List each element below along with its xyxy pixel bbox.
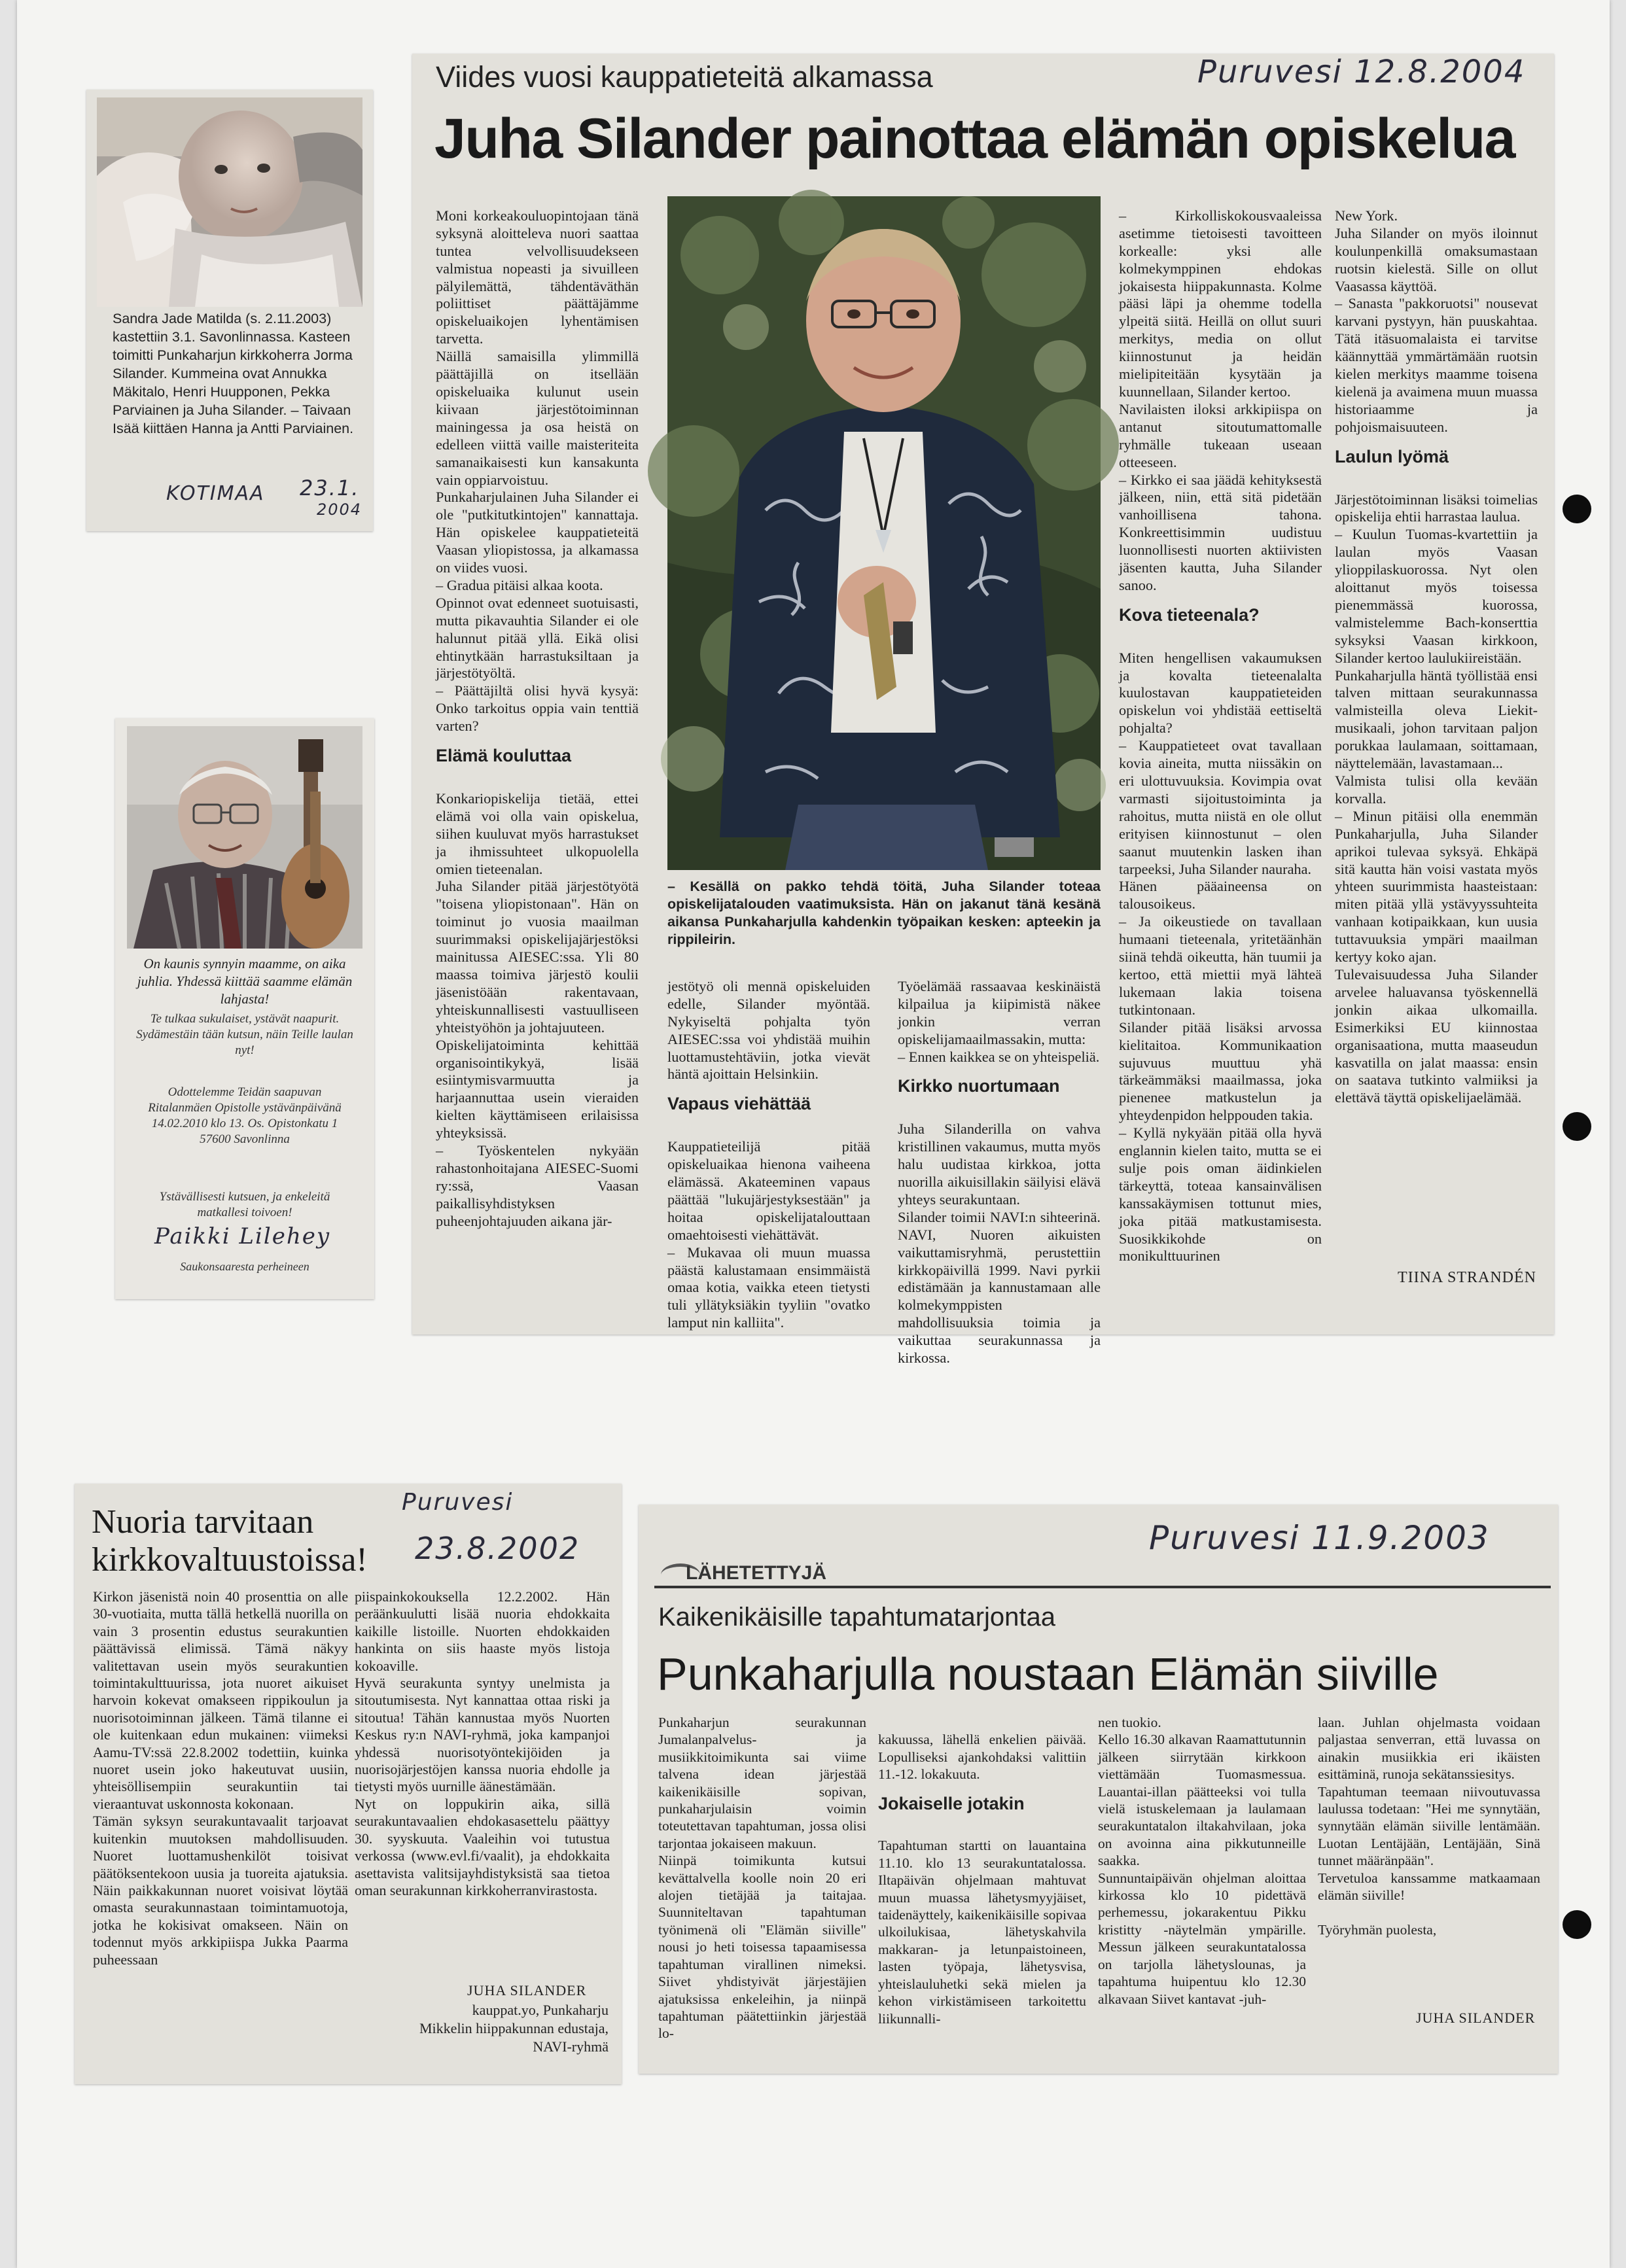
- main-col3: [898, 960, 1101, 1367]
- youth-signer: JUHA SILANDER: [467, 1982, 587, 1998]
- invitation-clipping: [115, 718, 374, 1299]
- baby-photo: [97, 97, 362, 307]
- main-col2-text: jestötyö oli mennä opiskeluiden edelle, Silander myöntää. Nykyiseltä pohjalta työn AIESEC:ssa voi yhdistää muihin luottamustehtäviin, jotka vievät häntä ajoittain Helsinkiin.: [667, 977, 870, 1083]
- main-sub1: Elämä kouluttaa: [436, 746, 572, 766]
- youth-signer-title2: Mikkelin hiippakunnan edustaja,: [419, 2020, 609, 2036]
- main-col2b-text: Kauppatieteilijä pitää opiskeluaikaa hienona vaiheena elämässä. Akateeminen vapaus päättää "lukujärjestyksestään" ja hoitaa opiskelijatalouttaan omaehtoisesti viehättävät. – Mukavaa oli muun muassa päästä kalustamaan ensimmäistä omaa kotia, vaikka eteen tietysti tuli yllätyksiäkin tyyliin "ovatko lamput nin kalliita".: [667, 1138, 870, 1331]
- baptism-handwriting-date: 23.1.: [300, 476, 360, 500]
- main-article-clipping: [412, 54, 1554, 1367]
- scrapbook-page: [17, 0, 1610, 2268]
- main-byline: TIINA STRANDÉN: [1398, 1269, 1536, 1286]
- main-col4b-text: Miten hengellisen vakaumuksen ja kovalta tieteenalalta kuulostavan kauppatieteiden opiskelun voi yhdistää eettiseltä pohjalta? – Kauppatieteet ovat tavallaan kovia aineita, mutta niissäkin on eri ulottuvuuksia. Kovimpia ovat varmasti sijoitustoiminta ja rahoitus, mutta niistä en ole ollut erityisen kiinnostunut – olen saanut muutenkin lasken ihan tarpeeksi, Juha Silander nauraha. Hänen pääaineensa on talousoikeus. – Ja oikeustiede on tavallaan humaani tieteenala, yritetäänhän siinä tehdä oikeutta, hän tuumii ja kertoo, että miettii myä lähteä lukemaan lakia toisena tutkintonaan. Silander pitää lisäksi arvossa kielitaitoa. Kommunikaation sujuvuus muuttuu yhä tärkeämmäksi maailmassa, joka pienenee matkustelun ja yhteydenpidon helppouden takia. – Kyllä nykyään pitää olla hyvä englannin kielen taito, mutta se ei sulje pois oman äidinkielen tärkeyttä, toteaa kansainvälisen kanssakäymisen tottunut mies, joka pitää matkustamisesta. Suosikkikohde on monikulttuurinen: [1119, 649, 1322, 1265]
- main-sub4: Kova tieteenala?: [1119, 604, 1260, 625]
- youth-article-clipping: [75, 1484, 622, 2084]
- memorial-invite: Te tulkaa sukulaiset, ystävät naapurit. Sydämestäin tään kutsun, näin Teille laulan nyt!: [136, 1012, 353, 1057]
- event-sub2: Jokaiselle jotakin: [878, 1793, 1025, 1813]
- event-label: LÄHETETTYJÄ: [686, 1562, 827, 1584]
- main-col3b-text: Juha Silanderilla on vahva kristillinen vakaumus, mutta myös halu uudistaa kirkkoa, jotta nuorilla aikuisillakin säilyisi elävä yhteys seurakuntaan. Silander toimii NAVI:n sihteerinä. NAVI, Nuoren aikuisten vaikuttamisryhmä, perustettiin kirkkopäivillä 1999. Navi pyrkii edistämään ja kannustamaan alle kolmekymppisten mahdollisuuksia toimia ja vaikuttaa seurakunnassa ja kirkossa.: [898, 1121, 1101, 1367]
- main-kicker: Viides vuosi kauppatieteitä alkamassa: [436, 60, 933, 94]
- main-col5: [1335, 190, 1538, 1107]
- main-col1b-text: Konkariopiskelija tietää, ettei elämä voi olla vain opiskelua, siihen kuuluvat myös harrastukset ja ihmissuhteet ulkopuolella omien tieteenalan. Juha Silander pitää järjestötyötä "toisena yliopistonaan". Hän on toiminut jo vuosia maailman suurimmaksi opiskelijajärjestöksi mainitussa AIESEC:ssa. Yli 80 maassa toimiva järjestö koulii jäsenistöään rakentavaan, yhteiskunnallisesti vastuulliseen yhteistyöhön ja johtajuuteen. Opiskelijatoiminta kehittää organisointikykyä, lisää esiintymisvarmuutta ja harjaannuttaa usein vieraiden kielten käyttämiseen erilaisissa yhteyksissä. – Työskentelen nykyään rahastonhoitajana AIESEC-Suomi ry:ssä, Vaasan paikallisyhdistyksen puheenjohtajuuden aikana jär-: [436, 790, 639, 1229]
- youth-col1: Kirkon jäsenistä noin 40 prosenttia on alle 30-vuotiaita, mutta tällä hetkellä nuorilla on vain 3 prosentin edustus seurakuntien päättävissä elimissä. Tämä näkyy valitettavan usein myös seurakuntien toimintakulttuurissa, jota nuoret aikuiset harvoin kokevat omakseen rippikoulun ja nuorisotoiminnan jälkeen. Tämä tilanne ei ole kuitenkaan edun mukainen: viimeksi Aamu-TV:ssä 22.8.2002 todettiin, kuinka nuoret usein joko hakeutuvat uusiin, yhteisöllisempiin seurakuntiin tai vieraantuvat uskonnosta kokonaan. Tämän syksyn seurakuntavaalit tarjoavat kuitenkin muutoksen mahdollisuuden. Nuoret luottamushenkilöt toisivat päätöksentekoon uusia ja tuoreita ajatuksia. Näin paikkakunnan nuoret voisivat löytää omasta seurakunnastaan toimintamuotoja, jotka he kokisivat omakseen. Näin on todennut myös arkkipiispa Jukka Paarma puheessaan: [93, 1589, 348, 1968]
- baptism-handwriting-source: KOTIMAA: [166, 482, 265, 505]
- punch-hole-middle: [1563, 1112, 1591, 1141]
- photo-caption: – Kesällä on pakko tehdä töitä, Juha Silander toteaa opiskelijatalouden vaatimuksista. Hän on jakanut tänä kesänä aikansa Punkaharjulla kahdenkin työpaikan kesken: apteekin ja rippileirin.: [667, 879, 1101, 947]
- youth-handwriting: Puruvesi: [402, 1489, 514, 1516]
- memorial-from: Saukonsaaresta perheineen: [180, 1260, 309, 1273]
- main-handwriting: Puruvesi 12.8.2004: [1197, 54, 1526, 90]
- punch-hole-bottom: [1563, 1910, 1591, 1939]
- memorial-signature: Paikki Lilehey: [154, 1223, 331, 1249]
- main-col1-text: Moni korkeakouluopintojaan tänä syksynä aloitteleva nuori saattaa tuntea velvollisuudekseen valmistua nopeasti ja sivuilleen pälyilemättä, tähdentäväthän poliittiset päättäjämme opiskeluaikojen lyhentämisen tarvetta. Näillä samaisilla ylimmillä päättäjillä on itsellään opiskeluaika kulunut usein kiivaan järjestötoiminnan mainingessa ja osa heistä on edelleen viittä vaille maisteriteita samanaikaisesti kun kansakunta vain oppiarvoistuu. Punkaharjulainen Juha Silander ei ole "putkitutkintojen" kannattaja. Hän opiskelee kauppatieteitä Vaasan yliopistossa, ja alkamassa on viides vuosi. – Gradua pitäisi alkaa koota. Opinnot ovat edenneet suotuisasti, mutta pikavauhtia Silander ei ole halunnut pitää yllä. Eikä olisi ehtinytkään harrastuksiltaan ja järjestötyöltä. – Päättäjiltä olisi hyvä kysyä: Onko tarkoitus oppia vain tenttiä varten?: [436, 207, 639, 735]
- main-sub2: Vapaus viehättää: [667, 1094, 811, 1114]
- main-sub3: Kirkko nuortumaan: [898, 1076, 1060, 1096]
- youth-headline-line1: Nuoria tarvitaan: [92, 1503, 314, 1541]
- event-col2-text: kakuussa, lähellä enkelien päivää. Lopulliseksi ajankohdaksi valittiin 11.-12. lokakuuta.: [878, 1732, 1086, 1783]
- event-col2: [878, 1714, 1086, 2027]
- main-sub5: Laulun lyömä: [1335, 446, 1449, 466]
- memorial-closing: Ystävällisesti kutsuen, ja enkeleitä matkallesi toivoen!: [159, 1190, 330, 1219]
- memorial-details: Odottelemme Teidän saapuvan Ritalanmäen Opistolle ystävänpäivänä 14.02.2010 klo 13. Os. Opistonkatu 1 57600 Savonlinna: [148, 1085, 342, 1146]
- event-col2b-text: Tapahtuman startti on lauantaina 11.10. klo 13 seurakuntatalossa. Iltapäivän ohjelmaan mahtuvat muun muassa lähetysmyyjäiset, taidenäyttely, kaikenikäisille sopivaa ulkoilukisaa, lähetyskahvila makkaran- ja letunpaistoineen, lasten työpaja, lähetysvisa, yhteislauluhetki sekä mielen ja kehon virkistämiseen tarkoitettu liikunnalli-: [878, 1838, 1086, 2027]
- main-headline: Juha Silander painottaa elämän opiskelua: [434, 107, 1515, 170]
- main-col1: [436, 190, 639, 1230]
- event-handwriting: Puruvesi 11.9.2003: [1149, 1519, 1490, 1557]
- event-signer: JUHA SILANDER: [1416, 2010, 1536, 2026]
- baptism-text: Sandra Jade Matilda (s. 2.11.2003) kastettiin 3.1. Savonlinnassa. Kasteen toimitti Punkaharjun kirkkoherra Jorma Silander. Kummeina ovat Annukka Mäkitalo, Henri Huupponen, Pekka Parviainen ja Juha Silander. – Taivaan Isää kiittäen Hanna ja Antti Parviainen.: [113, 311, 354, 436]
- event-headline: Punkaharjulla noustaan Elämän siiville: [657, 1649, 1439, 1700]
- main-col5-text: New York. Juha Silander on myös iloinnut koulunpenkillä omaksumastaan ruotsin kielestä. Sille on ollut Vaasassa käyttöä. – Sanasta "pakkoruotsi" nousevat karvani pystyyn, hän puuskahtaa. Tätä itäsuomalaista ei tarvitse käännyttää ymmärtämään ruotsin kielen merkitys maamme toisena kielenä ja avaimena muun muassa historiaamme ja pohjoismaisuuteen.: [1335, 207, 1538, 435]
- juha-photo: [667, 196, 1101, 870]
- punch-hole-top: [1563, 495, 1591, 523]
- event-col4: laan. Juhlan ohjelmasta voidaan paljastaa senverran, että luvassa on ainakin musiikkia eri ikäisten esittäminä, runoja sekätanssiesitys. Tapahtuman teemaan niivoutuvassa laulussa todetaan: "Hei me synnytään, synnytään elämän siiville lentämään. Luotan Lentäjään, Lentäjään, Sinä tunnet määränpään". Tervetuloa kanssamme matkaamaan elämän siiville! Työryhmän puolesta,: [1318, 1715, 1540, 1938]
- memorial-verse: On kaunis synnyin maamme, on aika juhlia. Yhdessä kiittää saamme elämän lahjasta!: [137, 956, 353, 1007]
- event-label-bar: [654, 1560, 1551, 1588]
- youth-handwriting-date: 23.8.2002: [415, 1531, 580, 1566]
- baptism-handwriting-year: 2004: [317, 500, 362, 519]
- youth-signer-title3: NAVI-ryhmä: [533, 2038, 609, 2055]
- youth-col2: piispainkokouksella 12.2.2002. Hän peräänkuulutti lisää nuoria ehdokkaita kaikille listoille. Nuorten ehdokkaiden hankinta on siis haaste myös listoja kokoaville. Hyvä seurakunta syntyy unelmista ja sitoutumisesta. Nyt kannattaa ottaa riski ja sitoutua! Tähän kannustaa myös Nuorten Keskus ry:n NAVI-ryhmä, joka kampanjoi yhdessä nuorisotyöntekijöiden ja nuorisojärjestöjen kanssa nuoria ehdolle ja tietysti myös uurnille äänestämään. Nyt on loppukirin aika, sillä seurakuntavaalien ehdokasasettelu päättyy 30. syyskuuta. Vaaleihin voi tutustua verkossa (www.evl.fi/vaalit), ja ehdokkaita asettavista valitsijayhdistyksistä saa tietoa oman seurakunnan kirkkoherranvirastosta.: [355, 1589, 610, 1898]
- main-col4: [1119, 190, 1322, 1265]
- event-col3: nen tuokio. Kello 16.30 alkavan Raamattutunnin jälkeen siirrytään kirkkoon viettämään Tuomasmessua. Lauantai-illan päätteeksi voi tulla vielä istuskelemaan ja laulamaan seurakuntatalon iltakahvilaan, joka on avoinna aina pikkutunneille saakka. Sunnuntaipäivän ohjelman aloittaa kirkossa klo 10 pidettävä perhemessu, jokarakentuu Pikku kristitty -näytelmän ympärille. Messun jälkeen seurakuntatalossa on tarjolla lähetyslounas, ja tapahtuma huipentuu klo 12.30 alkavaan Siivet kantavat -juh-: [1098, 1715, 1306, 2007]
- guitarist-photo: [127, 726, 362, 949]
- youth-signer-title1: kauppat.yo, Punkaharju: [472, 2002, 609, 2018]
- main-col5b-text: Järjestötoiminnan lisäksi toimelias opiskelija ehtii harrastaa laulua. – Kuulun Tuomas-kvartettiin ja laulan myös Vaasan ylioppilaskuorossa. Nyt olen aloittanut myös toisessa pienemmässä kuorossa, valmistelemme Bach-konserttia syksyksi Vaasan kirkkoon, Silander kertoo laulukiireistään. Punkaharjulla häntä työllistää ensi talven mittaan seurakunnassa valmisteilla oleva Liekit-musikaali, johon tarvitaan paljon porukkaa laulamaan, soittamaan, näyttelemään, lavastamaan... Valmista tulisi olla kevään korvalla. – Minun pitäisi olla enemmän Punkaharjulla, Juha Silander aprikoi tulevaa syksyä. Ehkäpä sitä kautta hän voisi vastata myös yhteen suurimmista haasteistaan: miten pitää yllä ystävyyssuhteita vanhaan kotipaikkaan, kun uusia tuttavuuksia ympäri maailman kertyy koko ajan. Tulevaisuudessa Juha Silander arvelee haluavansa työskennellä jonkin aikaa ulkomailla. Esimerkiksi EU kiinnostaa organisaationa, mutta maaseudun kasvatilla on jalat maassa: ensin on saatava tutkinto valmiiksi ja elettävä täyttä opiskelijaelämää.: [1335, 491, 1538, 1106]
- baptism-clipping: [86, 90, 373, 531]
- main-col2: [667, 960, 870, 1332]
- youth-headline-line2: kirkkovaltuustoissa!: [92, 1541, 368, 1579]
- main-col3-text: Työelämää rassaavaa keskinäistä kilpailua ja kiipimistä näkee jonkin verran opiskelijamaailmassakin, mutta: – Ennen kaikkea se on yhteispeliä.: [898, 977, 1101, 1065]
- event-col1: Punkaharjun seurakunnan Jumalanpalvelus- ja musiikkitoimikunta sai viime talvena idean järjestää kaikenikäisille sopivan, punkaharjulaisin voimin toteutettavan tapahtuman, jossa olisi tarjontaa jokaiseen makuun. Niinpä toimikunta kutsui kevättalvella koolle noin 20 eri alojen tietäjää ja taitajaa. Suunniteltavan tapahtuman työnimenä oli "Elämän siiville" nousi jo heti toisessa tapaamisessa tapahtuman virallinen nimeksi. Siivet yhdistyivät järjestäjien ajatuksissa enkeleihin, ja niinpä tapahtuman päätettiinkin järjestää lo-: [658, 1715, 866, 2042]
- event-kicker: Kaikenikäisille tapahtumatarjontaa: [658, 1603, 1056, 1631]
- main-col4-text: – Kirkolliskokousvaaleissa asetimme tietoisesti tavoitteen korkealle: yksi alle kolmekymppinen ehdokas jokaisesta hiippakunnasta. Kolme pääsi läpi ja ohemme todella ylpeitä siitä. Heillä on ollut suuri merkitys, media on ollut kiinnostunut ja heidän mielipiteitään kysytään ja kuunnellaan, Silander kertoo. Navilaisten iloksi arkkipiispa on antanut sitoutumattomalle ryhmälle tukeaan useaan otteeseen. – Kirkko ei saa jäädä kehityksestä jälkeen, niin, että sitä pidetään vanhoillisena tahona. Konkreettisimmin uudistuu luonnollisesti nuorten aktiivisten jäsenten kautta, Juha Silander sanoo.: [1119, 207, 1322, 593]
- event-article-clipping: [639, 1505, 1558, 2074]
